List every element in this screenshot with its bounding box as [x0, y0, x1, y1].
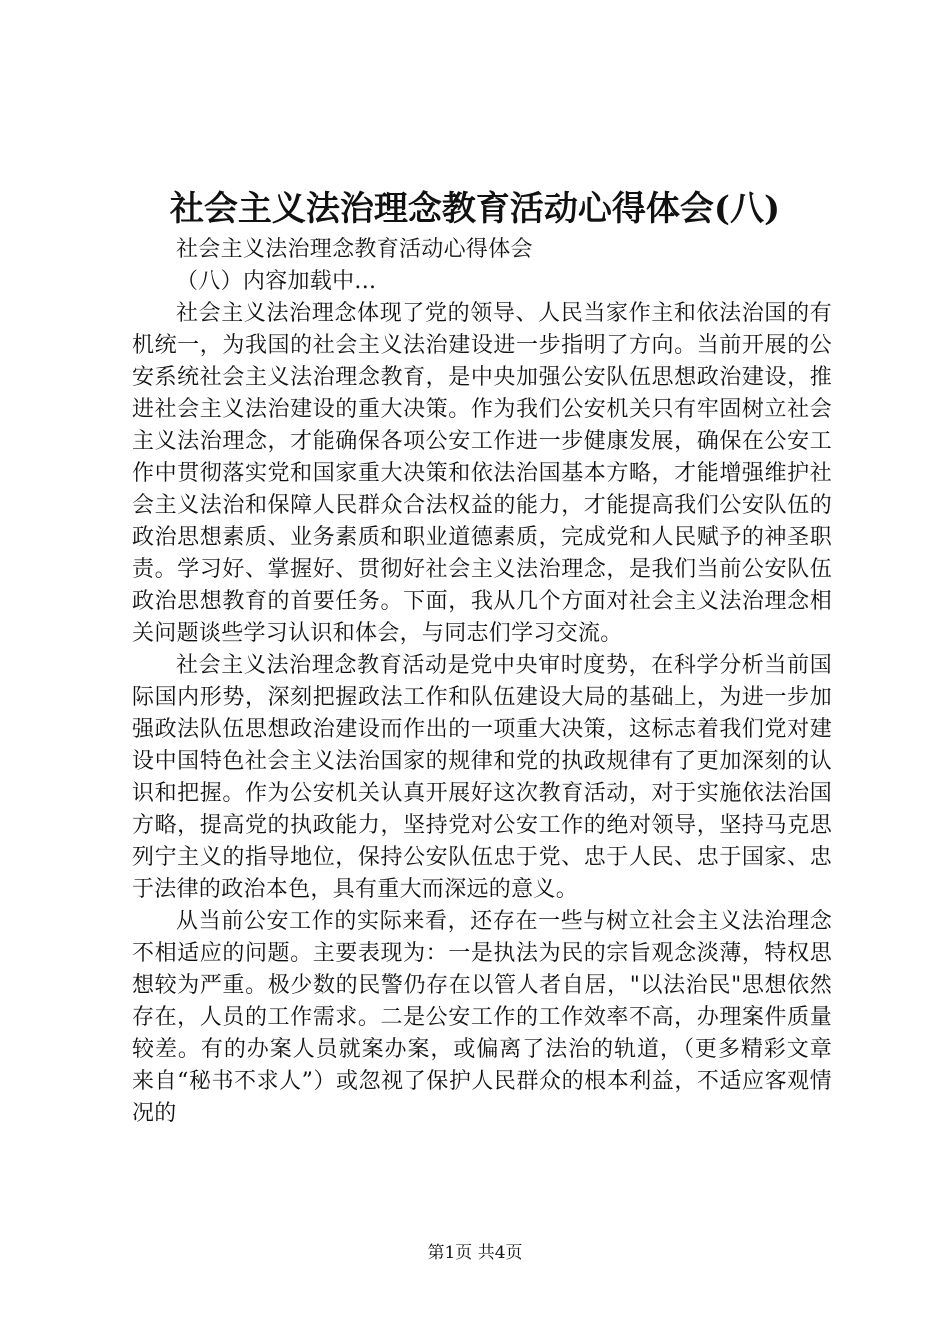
- page-footer: 第1页 共4页: [427, 1243, 523, 1263]
- body-paragraph-2: 社会主义法治理念教育活动是党中央审时度势，在科学分析当前国际国内形势，深刻把握政法工作和队伍建设大局的基础上，为进一步加强政法队伍思想政治建设而作出的一项重大决策，这标志着我们党对建设中国特色社会主义法治国家的规律和党的执政规律有了更加深刻的认识和把握。作为公安机关认真开展好这次教育活动，对于实施依法治国方略，提高党的执政能力，坚持党对公安工作的绝对领导，坚持马克思列宁主义的指导地位，保持公安队伍忠于党、忠于人民、忠于国家、忠于法律的政治本色，具有重大而深远的意义。: [132, 653, 832, 902]
- subtitle-line-2: （八）内容加载中...: [176, 269, 377, 294]
- body-paragraph-3: 从当前公安工作的实际来看，还存在一些与树立社会主义法治理念不相适应的问题。主要表现为：一是执法为民的宗旨观念淡薄，特权思想较为严重。极少数的民警仍存在以管人者自居，"以法治民"思想依然存在，人员的工作需求。二是公安工作的工作效率不高，办理案件质量较差。有的办案人员就案办案，或偏离了法治的轨道，（更多精彩文章来自“秘书不求人”）或忽视了保护人民群众的根本利益，不适应客观情况的: [132, 909, 832, 1126]
- document-body: [132, 234, 832, 1130]
- document-title: 社会主义法治理念教育活动心得体会(八): [169, 189, 781, 229]
- body-paragraph-1: 社会主义法治理念体现了党的领导、人民当家作主和依法治国的有机统一，为我国的社会主义法治建设进一步指明了方向。当前开展的公安系统社会主义法治理念教育，是中央加强公安队伍思想政治建设，推进社会主义法治建设的重大决策。作为我们公安机关只有牢固树立社会主义法治理念，才能确保各项公安工作进一步健康发展，确保在公安工作中贯彻落实党和国家重大决策和依法治国基本方略，才能增强维护社会主义法治和保障人民群众合法权益的能力，才能提高我们公安队伍的政治思想素质、业务素质和职业道德素质，完成党和人民赋予的神圣职责。学习好、掌握好、贯彻好社会主义法治理念，是我们当前公安队伍政治思想教育的首要任务。下面，我从几个方面对社会主义法治理念相关问题谈些学习认识和体会，与同志们学习交流。: [132, 301, 832, 646]
- subtitle-line-1: 社会主义法治理念教育活动心得体会: [176, 237, 533, 262]
